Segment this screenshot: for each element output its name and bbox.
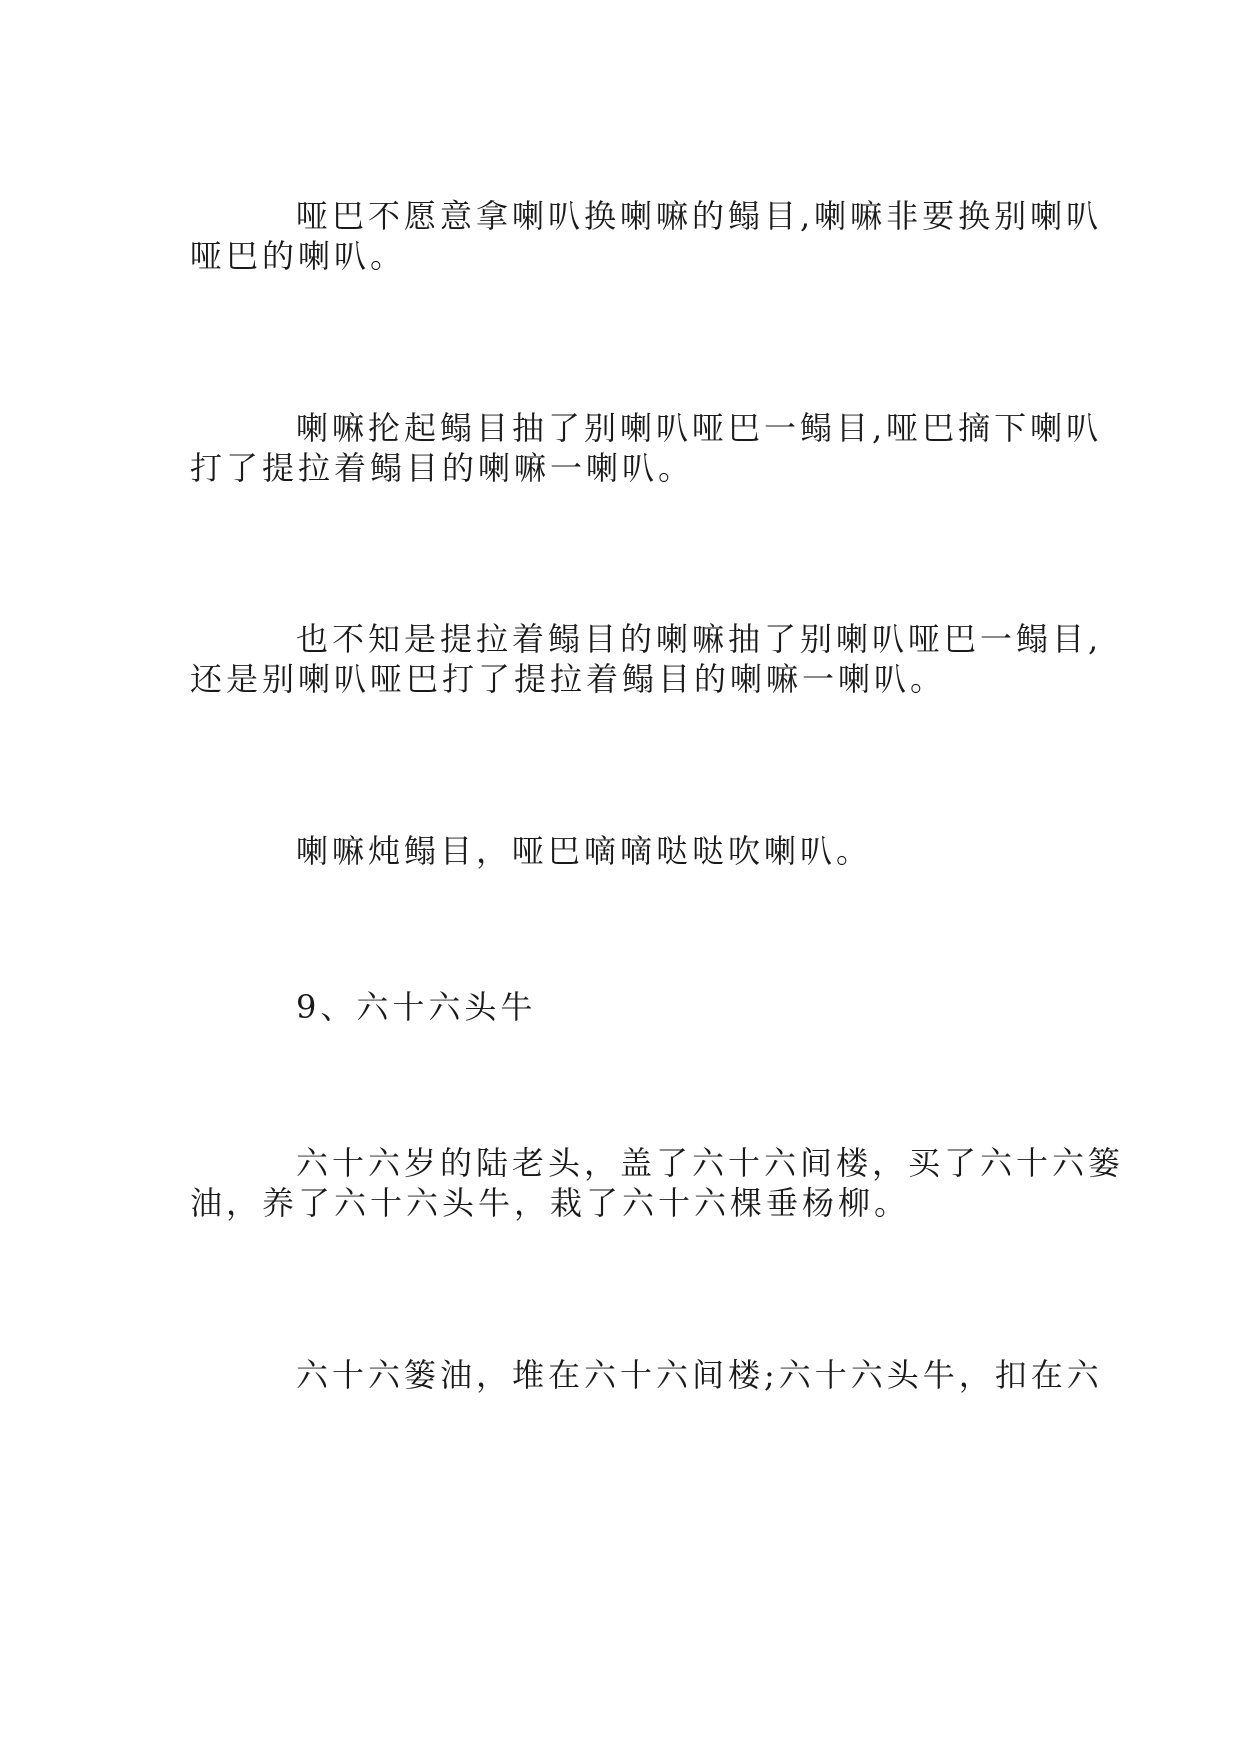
paragraph-3 (190, 619, 1103, 699)
section-heading (190, 987, 1070, 1027)
heading-line: 9、六十六头牛 (296, 988, 537, 1026)
paragraph-line: 哑巴的喇叭。 (190, 237, 407, 275)
paragraph-4 (190, 831, 1070, 871)
paragraph-line: 也不知是提拉着鳎目的喇嘛抽了别喇叭哑巴一鳎目, (296, 620, 1103, 658)
paragraph-line: 喇嘛炖鳎目，哑巴嘀嘀哒哒吹喇叭。 (296, 832, 873, 870)
paragraph-line: 六十六岁的陆老头，盖了六十六间楼，买了六十六篓 (296, 1144, 1125, 1182)
paragraph-1 (190, 196, 1103, 276)
paragraph-5 (190, 1143, 1125, 1223)
paragraph-line: 喇嘛抡起鳎目抽了别喇叭哑巴一鳎目,哑巴摘下喇叭 (296, 409, 1103, 447)
paragraph-line: 油，养了六十六头牛，栽了六十六棵垂杨柳。 (190, 1184, 911, 1222)
paragraph-2 (190, 408, 1103, 488)
paragraph-line: 打了提拉着鳎目的喇嘛一喇叭。 (190, 449, 695, 487)
paragraph-line: 还是别喇叭哑巴打了提拉着鳎目的喇嘛一喇叭。 (190, 660, 947, 698)
paragraph-6 (190, 1355, 1103, 1395)
paragraph-line: 六十六篓油，堆在六十六间楼;六十六头牛，扣在六 (296, 1356, 1103, 1394)
paragraph-line: 哑巴不愿意拿喇叭换喇嘛的鳎目,喇嘛非要换别喇叭 (296, 197, 1103, 235)
